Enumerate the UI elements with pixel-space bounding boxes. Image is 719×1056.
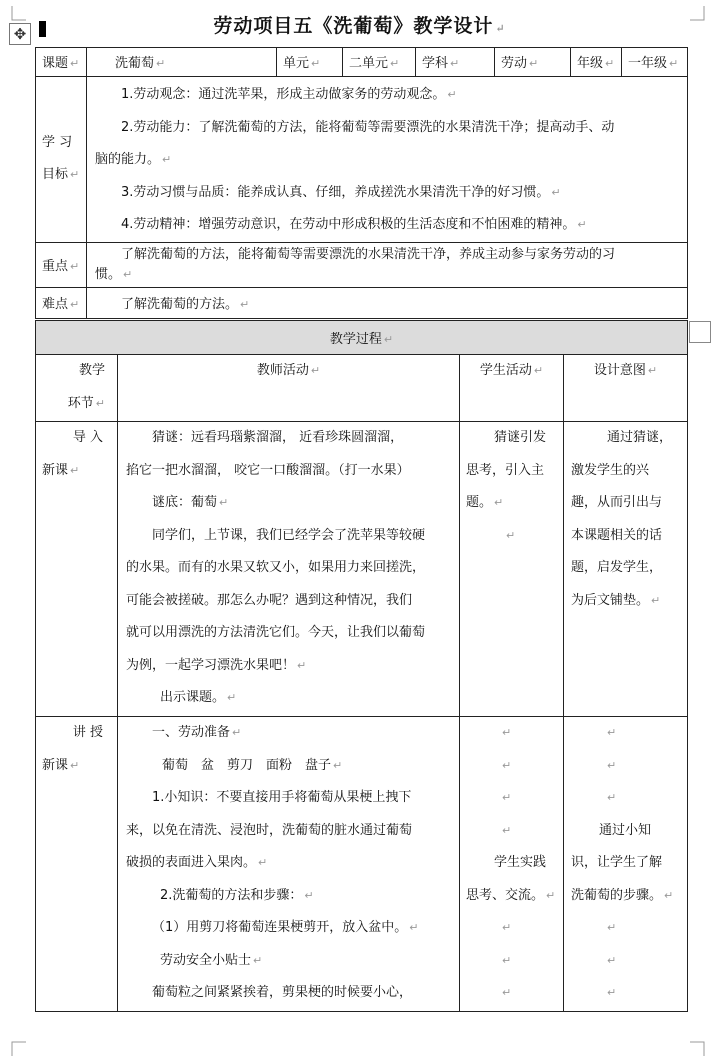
col-student-header: 学生活动 ↵ — [460, 355, 564, 422]
teacher-activity-teaching: 一、劳动准备 ↵ 葡萄 盆 剪刀 面粉 盘子 ↵ 1.小知识：不要直接用手将葡萄从果梗上拽下 来，以免在清洗、浸泡时，洗葡萄的脏水通过葡萄 破损的表面进入果肉。 ↵ 2.洗葡萄的方法和步骤： ↵ （1）用剪刀将葡萄连果梗剪开，放入盆中。 ↵ 劳动安全小贴士 ↵ 葡萄粒之间紧紧挨着，剪果梗的时候要小心， — [118, 717, 460, 1012]
objective-2: 2.劳动能力：了解洗葡萄的方法，能将葡萄等需要漂洗的水果清洗干净；提高动手、动 — [121, 119, 615, 135]
objective-2-cont: 脑的能力。 ↵ — [95, 152, 172, 167]
process-columns-row — [36, 355, 688, 422]
process-header: 教学过程 ↵ — [36, 321, 688, 355]
key-point-content: 了解洗葡萄的方法，能将葡萄等需要漂洗的水果清洗干净，养成主动参与家务劳动的习 惯。 ↵ — [87, 242, 688, 287]
objectives-label: 学 习 目标 ↵ — [36, 77, 87, 243]
crop-mark-bottom-left — [10, 1040, 26, 1056]
subject-label: 学科 ↵ — [416, 48, 495, 77]
student-activity-intro: 猜谜引发 思考，引入主 题。 ↵ ↵ — [460, 422, 564, 717]
course-label: 课题 ↵ — [36, 48, 87, 77]
student-activity-teaching: ↵ ↵ ↵ ↵ 学生实践 思考、交流。 ↵ ↵ ↵ ↵ — [460, 717, 564, 1012]
page-title: 劳动项目五《洗葡萄》教学设计 ↵ — [213, 15, 506, 37]
grade-label: 年级 ↵ — [571, 48, 622, 77]
col-teacher-header: 教师活动 ↵ — [118, 355, 460, 422]
crop-mark-bottom-right — [690, 1040, 706, 1056]
table-move-handle-icon[interactable]: ✥ — [9, 23, 31, 45]
objective-3: 3.劳动习惯与品质：能养成认真、仔细，养成搓洗水果清洗干净的好习惯。 ↵ — [121, 184, 561, 200]
difficulty-content: 了解洗葡萄的方法。 ↵ — [87, 287, 688, 318]
stage-intro: 导 入 新课 ↵ — [36, 422, 118, 717]
difficulty-label: 难点 ↵ — [36, 287, 87, 318]
design-intent-intro: 通过猜谜， 激发学生的兴 趣，从而引出与 本课题相关的话 题，启发学生， 为后文铺垫。 ↵ — [564, 422, 688, 717]
teacher-activity-intro: 猜谜：远看玛瑙紫溜溜， 近看珍珠圆溜溜， 掐它一把水溜溜， 咬它一口酸溜溜。（打一水果） 谜底：葡萄 ↵ 同学们，上节课，我们已经学会了洗苹果等较硬 的水果。而有的水果又软又小，如果用力来回搓洗， 可能会被搓破。那怎么办呢？遇到这种情况，我们 就可以用漂洗的方法清洗它们。今天，让我们以葡萄 为例，一起学习漂洗水果吧！ ↵ 出示课题。 ↵ — [118, 422, 460, 717]
stage-teaching: 讲 授 新课 ↵ — [36, 717, 118, 1012]
difficulty-row — [36, 287, 688, 318]
grade-value: 一年级 ↵ — [622, 48, 688, 77]
subject-value: 劳动 ↵ — [495, 48, 571, 77]
unit-label: 单元 ↵ — [277, 48, 343, 77]
key-point-row — [36, 242, 688, 287]
process-row-teaching — [36, 717, 688, 1012]
col-stage-header: 教学 环节 ↵ — [36, 355, 118, 422]
design-intent-teaching: ↵ ↵ ↵ 通过小知 识，让学生了解 洗葡萄的步骤。 ↵ ↵ ↵ ↵ — [564, 717, 688, 1012]
objectives-content — [87, 77, 688, 243]
process-row-intro — [36, 422, 688, 717]
objectives-row — [36, 77, 688, 243]
lesson-info-table — [35, 47, 688, 319]
teaching-process-table — [35, 320, 688, 1012]
header-row — [36, 48, 688, 77]
objective-4: 4.劳动精神：增强劳动意识，在劳动中形成积极的生活态度和不怕困难的精神。 ↵ — [121, 217, 587, 232]
side-marker-box — [689, 321, 711, 343]
col-design-header: 设计意图 ↵ — [564, 355, 688, 422]
process-header-row — [36, 321, 688, 355]
objective-1: 1.劳动观念：通过洗苹果，形成主动做家务的劳动观念。 ↵ — [121, 87, 457, 102]
course-value: 洗葡萄 ↵ — [87, 48, 277, 77]
key-point-label: 重点 ↵ — [36, 242, 87, 287]
unit-value: 二单元 ↵ — [343, 48, 416, 77]
